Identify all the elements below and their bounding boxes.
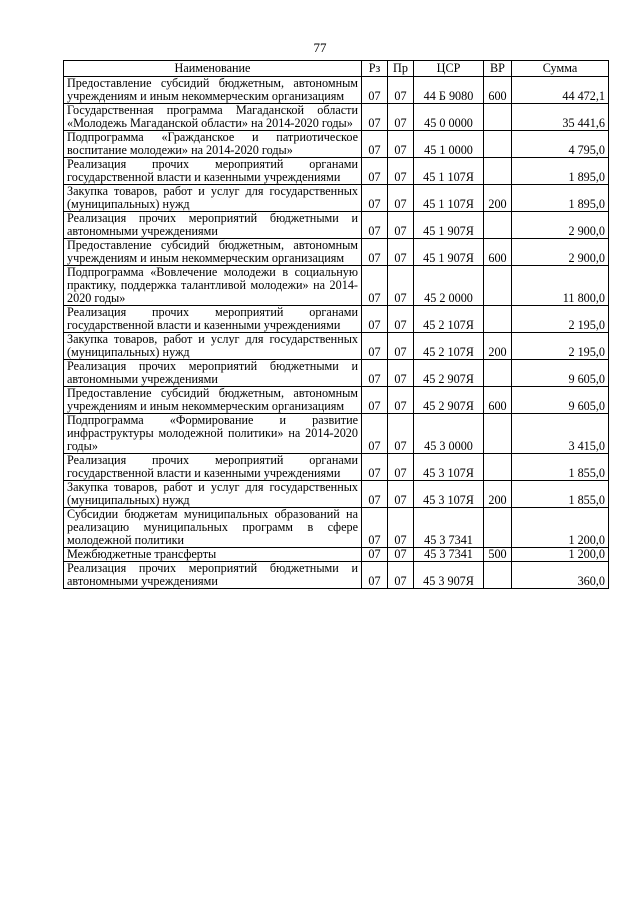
table-row [64, 454, 609, 481]
row-pr-cell: 07 [388, 562, 414, 589]
row-name-cell: Реализация прочих мероприятий бюджетными и автономными учреждениями [64, 212, 362, 239]
row-pr-cell: 07 [388, 508, 414, 548]
row-sum-cell: 1 855,0 [512, 454, 609, 481]
row-vr-cell [484, 454, 512, 481]
table-row [64, 481, 609, 508]
row-csr-cell: 45 0 0000 [414, 104, 484, 131]
row-rz-cell: 07 [362, 454, 388, 481]
row-sum-cell: 2 900,0 [512, 212, 609, 239]
row-name-cell: Подпрограмма «Вовлечение молодежи в социальную практику, поддержка талантливой молодежи» на 2014-2020 годы» [64, 266, 362, 306]
row-pr-cell: 07 [388, 212, 414, 239]
row-pr-cell: 07 [388, 548, 414, 562]
row-sum-cell: 9 605,0 [512, 387, 609, 414]
row-name-cell: Реализация прочих мероприятий органами государственной власти и казенными учреждениями [64, 158, 362, 185]
row-pr-cell: 07 [388, 481, 414, 508]
row-pr-cell: 07 [388, 158, 414, 185]
row-pr-cell: 07 [388, 131, 414, 158]
row-pr-cell: 07 [388, 387, 414, 414]
row-rz-cell: 07 [362, 239, 388, 266]
row-name-cell: Реализация прочих мероприятий органами государственной власти и казенными учреждениями [64, 454, 362, 481]
row-vr-cell [484, 414, 512, 454]
row-name-cell: Предоставление субсидий бюджетным, автономным учреждениям и иным некоммерческим организациям [64, 387, 362, 414]
row-sum-cell: 1 855,0 [512, 481, 609, 508]
row-name-cell: Закупка товаров, работ и услуг для государственных (муниципальных) нужд [64, 481, 362, 508]
row-sum-cell: 2 900,0 [512, 239, 609, 266]
row-rz-cell: 07 [362, 104, 388, 131]
table-row [64, 239, 609, 266]
row-name-cell: Предоставление субсидий бюджетным, автономным учреждениям и иным некоммерческим организациям [64, 77, 362, 104]
row-sum-cell: 44 472,1 [512, 77, 609, 104]
row-sum-cell: 9 605,0 [512, 360, 609, 387]
row-vr-cell [484, 266, 512, 306]
row-csr-cell: 45 3 107Я [414, 481, 484, 508]
row-csr-cell: 45 3 7341 [414, 508, 484, 548]
row-csr-cell: 45 1 907Я [414, 212, 484, 239]
table-row [64, 333, 609, 360]
row-csr-cell: 45 2 107Я [414, 333, 484, 360]
row-pr-cell: 07 [388, 104, 414, 131]
row-rz-cell: 07 [362, 508, 388, 548]
table-row [64, 131, 609, 158]
row-name-cell: Закупка товаров, работ и услуг для государственных (муниципальных) нужд [64, 185, 362, 212]
row-csr-cell: 45 2 907Я [414, 387, 484, 414]
row-sum-cell: 35 441,6 [512, 104, 609, 131]
row-pr-cell: 07 [388, 185, 414, 212]
row-rz-cell: 07 [362, 131, 388, 158]
row-sum-cell: 1 200,0 [512, 548, 609, 562]
row-rz-cell: 07 [362, 77, 388, 104]
row-name-cell: Межбюджетные трансферты [64, 548, 362, 562]
row-sum-cell: 1 895,0 [512, 185, 609, 212]
row-csr-cell: 44 Б 9080 [414, 77, 484, 104]
table-row [64, 185, 609, 212]
row-vr-cell [484, 158, 512, 185]
row-name-cell: Подпрограмма «Формирование и развитие инфраструктуры молодежной политики» на 2014-2020 годы» [64, 414, 362, 454]
row-sum-cell: 2 195,0 [512, 306, 609, 333]
row-vr-cell [484, 104, 512, 131]
table-row [64, 548, 609, 562]
row-pr-cell: 07 [388, 266, 414, 306]
row-name-cell: Закупка товаров, работ и услуг для государственных (муниципальных) нужд [64, 333, 362, 360]
row-sum-cell: 4 795,0 [512, 131, 609, 158]
row-sum-cell: 11 800,0 [512, 266, 609, 306]
row-rz-cell: 07 [362, 481, 388, 508]
row-vr-cell: 600 [484, 239, 512, 266]
row-pr-cell: 07 [388, 77, 414, 104]
page-number: 77 [313, 40, 327, 55]
row-pr-cell: 07 [388, 306, 414, 333]
table-header-row [64, 61, 609, 77]
row-pr-cell: 07 [388, 360, 414, 387]
row-vr-cell [484, 131, 512, 158]
row-csr-cell: 45 3 107Я [414, 454, 484, 481]
table-row [64, 306, 609, 333]
table-row [64, 104, 609, 131]
row-csr-cell: 45 2 907Я [414, 360, 484, 387]
row-rz-cell: 07 [362, 548, 388, 562]
column-header-name: Наименование [64, 61, 362, 77]
row-csr-cell: 45 3 907Я [414, 562, 484, 589]
budget-table [63, 60, 609, 589]
row-pr-cell: 07 [388, 239, 414, 266]
table-row [64, 77, 609, 104]
column-header-vr: ВР [484, 61, 512, 77]
row-pr-cell: 07 [388, 454, 414, 481]
row-rz-cell: 07 [362, 266, 388, 306]
row-rz-cell: 07 [362, 414, 388, 454]
row-csr-cell: 45 1 0000 [414, 131, 484, 158]
row-vr-cell: 200 [484, 333, 512, 360]
row-vr-cell [484, 562, 512, 589]
table-row [64, 562, 609, 589]
row-name-cell: Реализация прочих мероприятий бюджетными и автономными учреждениями [64, 360, 362, 387]
row-sum-cell: 1 200,0 [512, 508, 609, 548]
row-rz-cell: 07 [362, 387, 388, 414]
table-row [64, 158, 609, 185]
column-header-rz: Рз [362, 61, 388, 77]
row-vr-cell: 200 [484, 481, 512, 508]
row-csr-cell: 45 2 107Я [414, 306, 484, 333]
row-rz-cell: 07 [362, 360, 388, 387]
table-row [64, 508, 609, 548]
table-row [64, 360, 609, 387]
table-row [64, 212, 609, 239]
row-csr-cell: 45 1 907Я [414, 239, 484, 266]
row-vr-cell [484, 360, 512, 387]
row-pr-cell: 07 [388, 414, 414, 454]
row-vr-cell: 200 [484, 185, 512, 212]
row-name-cell: Субсидии бюджетам муниципальных образований на реализацию муниципальных программ в сфере молодежной политики [64, 508, 362, 548]
column-header-pr: Пр [388, 61, 414, 77]
row-name-cell: Государственная программа Магаданской области «Молодежь Магаданской области» на 2014-2020 годы» [64, 104, 362, 131]
row-rz-cell: 07 [362, 306, 388, 333]
row-rz-cell: 07 [362, 212, 388, 239]
row-rz-cell: 07 [362, 158, 388, 185]
row-vr-cell [484, 212, 512, 239]
row-name-cell: Реализация прочих мероприятий бюджетными и автономными учреждениями [64, 562, 362, 589]
row-csr-cell: 45 3 7341 [414, 548, 484, 562]
row-name-cell: Реализация прочих мероприятий органами государственной власти и казенными учреждениями [64, 306, 362, 333]
row-vr-cell [484, 306, 512, 333]
table-row [64, 266, 609, 306]
row-name-cell: Предоставление субсидий бюджетным, автономным учреждениям и иным некоммерческим организациям [64, 239, 362, 266]
column-header-csr: ЦСР [414, 61, 484, 77]
table-row [64, 414, 609, 454]
table-row [64, 387, 609, 414]
row-csr-cell: 45 1 107Я [414, 158, 484, 185]
row-name-cell: Подпрограмма «Гражданское и патриотическое воспитание молодежи» на 2014-2020 годы» [64, 131, 362, 158]
table-body [64, 77, 609, 589]
row-csr-cell: 45 3 0000 [414, 414, 484, 454]
row-vr-cell: 500 [484, 548, 512, 562]
row-sum-cell: 1 895,0 [512, 158, 609, 185]
row-csr-cell: 45 2 0000 [414, 266, 484, 306]
row-vr-cell: 600 [484, 387, 512, 414]
row-pr-cell: 07 [388, 333, 414, 360]
column-header-sum: Сумма [512, 61, 609, 77]
row-vr-cell [484, 508, 512, 548]
row-csr-cell: 45 1 107Я [414, 185, 484, 212]
row-vr-cell: 600 [484, 77, 512, 104]
row-rz-cell: 07 [362, 562, 388, 589]
row-sum-cell: 3 415,0 [512, 414, 609, 454]
row-rz-cell: 07 [362, 333, 388, 360]
row-sum-cell: 360,0 [512, 562, 609, 589]
row-sum-cell: 2 195,0 [512, 333, 609, 360]
row-rz-cell: 07 [362, 185, 388, 212]
